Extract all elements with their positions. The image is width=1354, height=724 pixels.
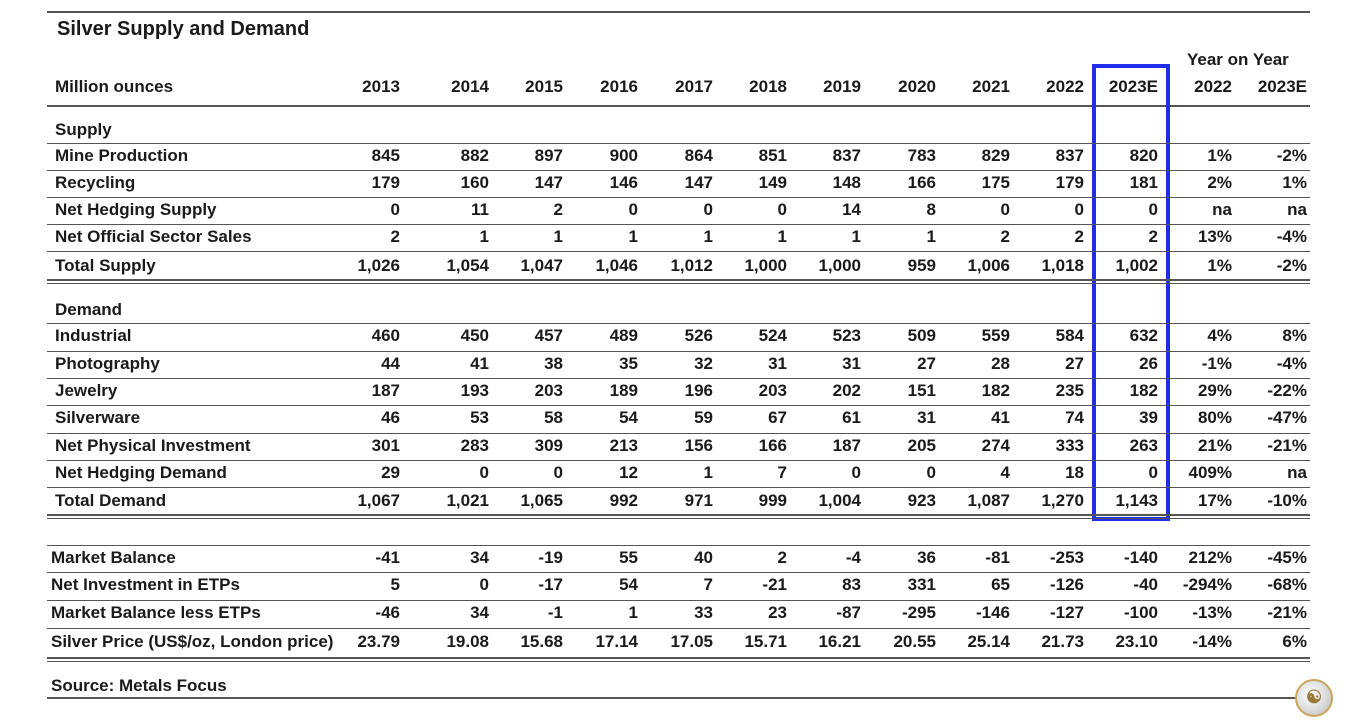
table-cell: 4 bbox=[1000, 463, 1010, 482]
table-cell: 1,067 bbox=[357, 491, 400, 510]
table-cell: 29 bbox=[381, 463, 400, 482]
table-cell: 864 bbox=[684, 146, 713, 165]
table-cell: 41 bbox=[470, 354, 489, 373]
table-cell: -4% bbox=[1276, 354, 1307, 373]
table-cell: 1 bbox=[777, 227, 787, 246]
table-cell: 820 bbox=[1129, 146, 1158, 165]
table-cell: 8 bbox=[926, 200, 936, 219]
table-cell: 331 bbox=[907, 575, 936, 594]
table-cell: 959 bbox=[907, 256, 936, 275]
table-cell: 1,065 bbox=[520, 491, 563, 510]
table-cell: 59 bbox=[694, 408, 713, 427]
table-cell: 61 bbox=[842, 408, 861, 427]
table-rule bbox=[47, 351, 1310, 352]
table-cell: 182 bbox=[981, 381, 1010, 400]
table-cell: 13% bbox=[1197, 227, 1232, 246]
table-cell: 992 bbox=[609, 491, 638, 510]
table-rule bbox=[47, 661, 1310, 662]
table-cell: 1,054 bbox=[446, 256, 489, 275]
table-cell: 2 bbox=[1000, 227, 1010, 246]
table-cell: 27 bbox=[917, 354, 936, 373]
row-label: Industrial bbox=[55, 326, 132, 345]
table-cell: 189 bbox=[609, 381, 638, 400]
table-cell: 34 bbox=[470, 603, 489, 622]
table-cell: 175 bbox=[981, 173, 1010, 192]
table-cell: -14% bbox=[1192, 632, 1232, 651]
table-rule bbox=[47, 433, 1310, 434]
table-cell: 160 bbox=[460, 173, 489, 192]
table-rule bbox=[47, 657, 1310, 659]
table-cell: 2 bbox=[777, 548, 787, 567]
table-cell: 923 bbox=[907, 491, 936, 510]
table-rule bbox=[47, 600, 1310, 601]
table-cell: 1% bbox=[1282, 173, 1307, 192]
table-cell: 18 bbox=[1065, 463, 1084, 482]
table-cell: 1 bbox=[703, 227, 713, 246]
table-cell: 837 bbox=[832, 146, 861, 165]
table-cell: 1,002 bbox=[1115, 256, 1158, 275]
table-cell: 1,047 bbox=[520, 256, 563, 275]
table-cell: 1 bbox=[479, 227, 489, 246]
table-cell: 0 bbox=[1000, 200, 1010, 219]
table-row bbox=[0, 548, 1354, 572]
table-cell: 23 bbox=[768, 603, 787, 622]
table-cell: 851 bbox=[758, 146, 787, 165]
table-cell: 166 bbox=[758, 436, 787, 455]
table-cell: 23.79 bbox=[357, 632, 400, 651]
silver-coin-logo: ☯ bbox=[1295, 679, 1333, 717]
header-year: 2017 bbox=[675, 77, 713, 96]
table-cell: -294% bbox=[1182, 575, 1232, 594]
table-cell: na bbox=[1212, 200, 1232, 219]
table-cell: 203 bbox=[534, 381, 563, 400]
header-label: Million ounces bbox=[55, 77, 174, 96]
table-cell: 1 bbox=[851, 227, 861, 246]
table-cell: -10% bbox=[1267, 491, 1307, 510]
table-cell: 1,270 bbox=[1041, 491, 1084, 510]
row-label: Net Investment in ETPs bbox=[51, 575, 240, 594]
table-cell: 0 bbox=[1148, 200, 1158, 219]
table-cell: -127 bbox=[1049, 603, 1084, 622]
table-cell: 584 bbox=[1055, 326, 1084, 345]
table-cell: -2% bbox=[1276, 146, 1307, 165]
table-cell: na bbox=[1287, 200, 1307, 219]
table-rule bbox=[47, 143, 1310, 144]
header-year: 2019 bbox=[823, 77, 861, 96]
table-cell: 196 bbox=[684, 381, 713, 400]
header-year: 2021 bbox=[972, 77, 1010, 96]
table-cell: 6% bbox=[1282, 632, 1307, 651]
table-cell: 202 bbox=[832, 381, 861, 400]
table-cell: 147 bbox=[684, 173, 713, 192]
table-cell: -13% bbox=[1192, 603, 1232, 622]
bottom-rule bbox=[47, 697, 1310, 699]
table-cell: 187 bbox=[371, 381, 400, 400]
table-cell: -1 bbox=[547, 603, 563, 622]
table-cell: 235 bbox=[1055, 381, 1084, 400]
table-cell: 58 bbox=[544, 408, 563, 427]
table-cell: 20.55 bbox=[893, 632, 936, 651]
table-cell: 1,021 bbox=[446, 491, 489, 510]
table-cell: 74 bbox=[1065, 408, 1084, 427]
table-cell: 181 bbox=[1129, 173, 1158, 192]
table-cell: -45% bbox=[1267, 548, 1307, 567]
table-cell: 263 bbox=[1129, 436, 1158, 455]
table-cell: 54 bbox=[619, 575, 638, 594]
table-cell: 54 bbox=[619, 408, 638, 427]
table-cell: 35 bbox=[619, 354, 638, 373]
table-cell: 33 bbox=[694, 603, 713, 622]
table-cell: 2% bbox=[1207, 173, 1232, 192]
table-cell: 1,018 bbox=[1041, 256, 1084, 275]
table-cell: -126 bbox=[1049, 575, 1084, 594]
table-rule bbox=[47, 518, 1310, 519]
table-cell: 17% bbox=[1197, 491, 1232, 510]
table-cell: 1 bbox=[628, 603, 638, 622]
table-cell: 1,000 bbox=[744, 256, 787, 275]
row-label: Silverware bbox=[55, 408, 141, 427]
table-cell: -19 bbox=[538, 548, 563, 567]
table-cell: 897 bbox=[534, 146, 563, 165]
table-cell: 0 bbox=[851, 463, 861, 482]
highlight-2023e-box bbox=[1092, 64, 1170, 521]
table-cell: -4 bbox=[845, 548, 861, 567]
table-rule bbox=[47, 545, 1310, 546]
table-cell: 1,087 bbox=[967, 491, 1010, 510]
table-cell: -4% bbox=[1276, 227, 1307, 246]
table-cell: 17.14 bbox=[595, 632, 638, 651]
table-cell: 309 bbox=[534, 436, 563, 455]
table-cell: 559 bbox=[981, 326, 1010, 345]
table-cell: -140 bbox=[1123, 548, 1158, 567]
table-row bbox=[0, 575, 1354, 599]
table-cell: 32 bbox=[694, 354, 713, 373]
table-cell: 999 bbox=[758, 491, 787, 510]
table-rule bbox=[47, 628, 1310, 629]
table-cell: 301 bbox=[371, 436, 400, 455]
table-cell: 1 bbox=[628, 227, 638, 246]
row-label: Recycling bbox=[55, 173, 136, 192]
demand-title: Demand bbox=[55, 300, 123, 319]
table-cell: 0 bbox=[703, 200, 713, 219]
header-year: 2018 bbox=[749, 77, 787, 96]
table-cell: 17.05 bbox=[670, 632, 713, 651]
header-year: 2023E bbox=[1108, 77, 1158, 96]
table-cell: 179 bbox=[371, 173, 400, 192]
table-rule bbox=[47, 460, 1310, 461]
table-cell: 15.71 bbox=[744, 632, 787, 651]
table-cell: 509 bbox=[907, 326, 936, 345]
table-cell: 4% bbox=[1207, 326, 1232, 345]
row-label: Total Demand bbox=[55, 491, 167, 510]
header-year: 2016 bbox=[600, 77, 638, 96]
source-note: Source: Metals Focus bbox=[51, 676, 227, 695]
table-cell: -40 bbox=[1133, 575, 1158, 594]
table-cell: 632 bbox=[1129, 326, 1158, 345]
table-cell: 46 bbox=[381, 408, 400, 427]
table-rule bbox=[47, 224, 1310, 225]
table-cell: 23.10 bbox=[1115, 632, 1158, 651]
table-cell: 2 bbox=[1074, 227, 1084, 246]
table-cell: -21% bbox=[1267, 436, 1307, 455]
table-cell: 333 bbox=[1055, 436, 1084, 455]
table-cell: -81 bbox=[985, 548, 1010, 567]
table-row bbox=[0, 603, 1354, 627]
row-label: Net Hedging Demand bbox=[55, 463, 227, 482]
table-cell: -146 bbox=[975, 603, 1010, 622]
row-label: Net Hedging Supply bbox=[55, 200, 217, 219]
table-cell: 31 bbox=[917, 408, 936, 427]
header-year: 2014 bbox=[451, 77, 489, 96]
table-cell: -1% bbox=[1201, 354, 1232, 373]
row-label: Market Balance bbox=[51, 548, 176, 567]
table-cell: 1,012 bbox=[670, 256, 713, 275]
table-cell: 882 bbox=[460, 146, 489, 165]
table-cell: -46 bbox=[375, 603, 400, 622]
table-cell: 845 bbox=[371, 146, 400, 165]
table-cell: 39 bbox=[1139, 408, 1158, 427]
table-cell: -21 bbox=[762, 575, 787, 594]
table-cell: 1,143 bbox=[1115, 491, 1158, 510]
table-cell: 149 bbox=[758, 173, 787, 192]
header-year: 2023E bbox=[1257, 77, 1307, 96]
table-cell: -22% bbox=[1267, 381, 1307, 400]
table-cell: 837 bbox=[1055, 146, 1084, 165]
row-label: Net Physical Investment bbox=[55, 436, 251, 455]
table-cell: 409% bbox=[1188, 463, 1232, 482]
table-cell: 450 bbox=[460, 326, 489, 345]
table-cell: 26 bbox=[1139, 354, 1158, 373]
table-cell: 151 bbox=[907, 381, 936, 400]
table-cell: 53 bbox=[470, 408, 489, 427]
table-cell: 25.14 bbox=[967, 632, 1010, 651]
table-cell: 7 bbox=[703, 575, 713, 594]
top-rule bbox=[47, 11, 1310, 13]
table-rule bbox=[47, 487, 1310, 488]
table-rule bbox=[47, 170, 1310, 171]
table-cell: 489 bbox=[609, 326, 638, 345]
row-label: Silver Price (US$/oz, London price) bbox=[51, 632, 334, 651]
table-cell: -17 bbox=[538, 575, 563, 594]
table-cell: 11 bbox=[471, 200, 489, 219]
table-cell: 40 bbox=[694, 548, 713, 567]
table-cell: 1,046 bbox=[595, 256, 638, 275]
table-cell: 524 bbox=[758, 326, 787, 345]
table-rule bbox=[47, 283, 1310, 284]
table-cell: 34 bbox=[470, 548, 489, 567]
table-cell: 21.73 bbox=[1041, 632, 1084, 651]
title: Silver Supply and Demand bbox=[57, 18, 310, 40]
table-rule bbox=[47, 323, 1310, 324]
table-cell: 1,006 bbox=[967, 256, 1010, 275]
table-cell: 457 bbox=[534, 326, 563, 345]
row-label: Total Supply bbox=[55, 256, 156, 275]
table-cell: 67 bbox=[768, 408, 787, 427]
table-cell: 829 bbox=[981, 146, 1010, 165]
table-cell: 166 bbox=[907, 173, 936, 192]
table-cell: 31 bbox=[842, 354, 861, 373]
table-cell: 0 bbox=[1148, 463, 1158, 482]
table-cell: 21% bbox=[1197, 436, 1232, 455]
table-cell: 205 bbox=[907, 436, 936, 455]
table-cell: 12 bbox=[619, 463, 638, 482]
table-cell: 1 bbox=[926, 227, 936, 246]
table-cell: 0 bbox=[926, 463, 936, 482]
table-cell: 193 bbox=[460, 381, 489, 400]
table-cell: 2 bbox=[1148, 227, 1158, 246]
table-cell: 1% bbox=[1207, 256, 1232, 275]
table-cell: 274 bbox=[981, 436, 1010, 455]
table-cell: 148 bbox=[832, 173, 861, 192]
row-label: Net Official Sector Sales bbox=[55, 227, 252, 246]
table-row bbox=[0, 632, 1354, 656]
table-cell: 55 bbox=[619, 548, 638, 567]
table-rule bbox=[47, 514, 1310, 516]
table-cell: -295 bbox=[901, 603, 936, 622]
table-cell: 8% bbox=[1282, 326, 1307, 345]
table-cell: 1,004 bbox=[818, 491, 861, 510]
table-cell: 1 bbox=[703, 463, 713, 482]
table-cell: 1,026 bbox=[357, 256, 400, 275]
table-cell: 19.08 bbox=[446, 632, 489, 651]
table-cell: 2 bbox=[390, 227, 400, 246]
table-cell: 1,000 bbox=[818, 256, 861, 275]
table-cell: 460 bbox=[371, 326, 400, 345]
table-cell: 0 bbox=[390, 200, 400, 219]
table-cell: 179 bbox=[1055, 173, 1084, 192]
table-cell: 0 bbox=[479, 463, 489, 482]
table-cell: 971 bbox=[684, 491, 713, 510]
table-cell: -87 bbox=[836, 603, 861, 622]
header-year: 2022 bbox=[1194, 77, 1232, 96]
table-cell: 900 bbox=[609, 146, 638, 165]
table-rule bbox=[47, 378, 1310, 379]
table-cell: -100 bbox=[1123, 603, 1158, 622]
table-cell: 283 bbox=[460, 436, 489, 455]
table-cell: 28 bbox=[991, 354, 1010, 373]
table-cell: 5 bbox=[390, 575, 400, 594]
table-rule bbox=[47, 572, 1310, 573]
table-cell: 783 bbox=[907, 146, 936, 165]
header-year: 2022 bbox=[1046, 77, 1084, 96]
table-cell: 2 bbox=[553, 200, 563, 219]
table-cell: 0 bbox=[1074, 200, 1084, 219]
table-cell: 41 bbox=[991, 408, 1010, 427]
table-cell: 526 bbox=[684, 326, 713, 345]
row-label: Photography bbox=[55, 354, 160, 373]
table-cell: 7 bbox=[777, 463, 787, 482]
table-cell: -68% bbox=[1267, 575, 1307, 594]
table-cell: 80% bbox=[1197, 408, 1232, 427]
table-cell: -41 bbox=[375, 548, 400, 567]
table-rule bbox=[47, 405, 1310, 406]
table-cell: 187 bbox=[832, 436, 861, 455]
table-rule bbox=[47, 251, 1310, 252]
table-cell: 31 bbox=[768, 354, 787, 373]
table-cell: 44 bbox=[381, 354, 400, 373]
table-cell: 156 bbox=[684, 436, 713, 455]
table-cell: 0 bbox=[479, 575, 489, 594]
header-year: 2013 bbox=[362, 77, 400, 96]
table-cell: 1% bbox=[1207, 146, 1232, 165]
table-cell: 147 bbox=[534, 173, 563, 192]
table-cell: -2% bbox=[1276, 256, 1307, 275]
table-cell: 38 bbox=[544, 354, 563, 373]
table-cell: 0 bbox=[553, 463, 563, 482]
table-cell: 1 bbox=[553, 227, 563, 246]
year-on-year-label: Year on Year bbox=[1187, 50, 1289, 69]
table-cell: 203 bbox=[758, 381, 787, 400]
table-cell: -21% bbox=[1267, 603, 1307, 622]
table-cell: 146 bbox=[609, 173, 638, 192]
table-cell: 29% bbox=[1197, 381, 1232, 400]
table-cell: 83 bbox=[842, 575, 861, 594]
row-label: Market Balance less ETPs bbox=[51, 603, 261, 622]
supply-title: Supply bbox=[55, 120, 112, 139]
table-cell: 0 bbox=[777, 200, 787, 219]
row-label: Jewelry bbox=[55, 381, 118, 400]
header-year: 2015 bbox=[525, 77, 563, 96]
table-cell: 213 bbox=[609, 436, 638, 455]
table-cell: 0 bbox=[628, 200, 638, 219]
table-cell: 14 bbox=[842, 200, 861, 219]
table-cell: -47% bbox=[1267, 408, 1307, 427]
header-year: 2020 bbox=[898, 77, 936, 96]
table-cell: 16.21 bbox=[818, 632, 861, 651]
table-cell: 36 bbox=[917, 548, 936, 567]
table-rule bbox=[47, 279, 1310, 281]
row-label: Mine Production bbox=[55, 146, 189, 165]
table-cell: 182 bbox=[1129, 381, 1158, 400]
table-rule bbox=[47, 197, 1310, 198]
table-cell: 15.68 bbox=[520, 632, 563, 651]
table-cell: 65 bbox=[991, 575, 1010, 594]
table-cell: 212% bbox=[1188, 548, 1232, 567]
table-cell: na bbox=[1287, 463, 1307, 482]
table-cell: 27 bbox=[1065, 354, 1084, 373]
table-cell: 523 bbox=[832, 326, 861, 345]
table-cell: -253 bbox=[1049, 548, 1084, 567]
